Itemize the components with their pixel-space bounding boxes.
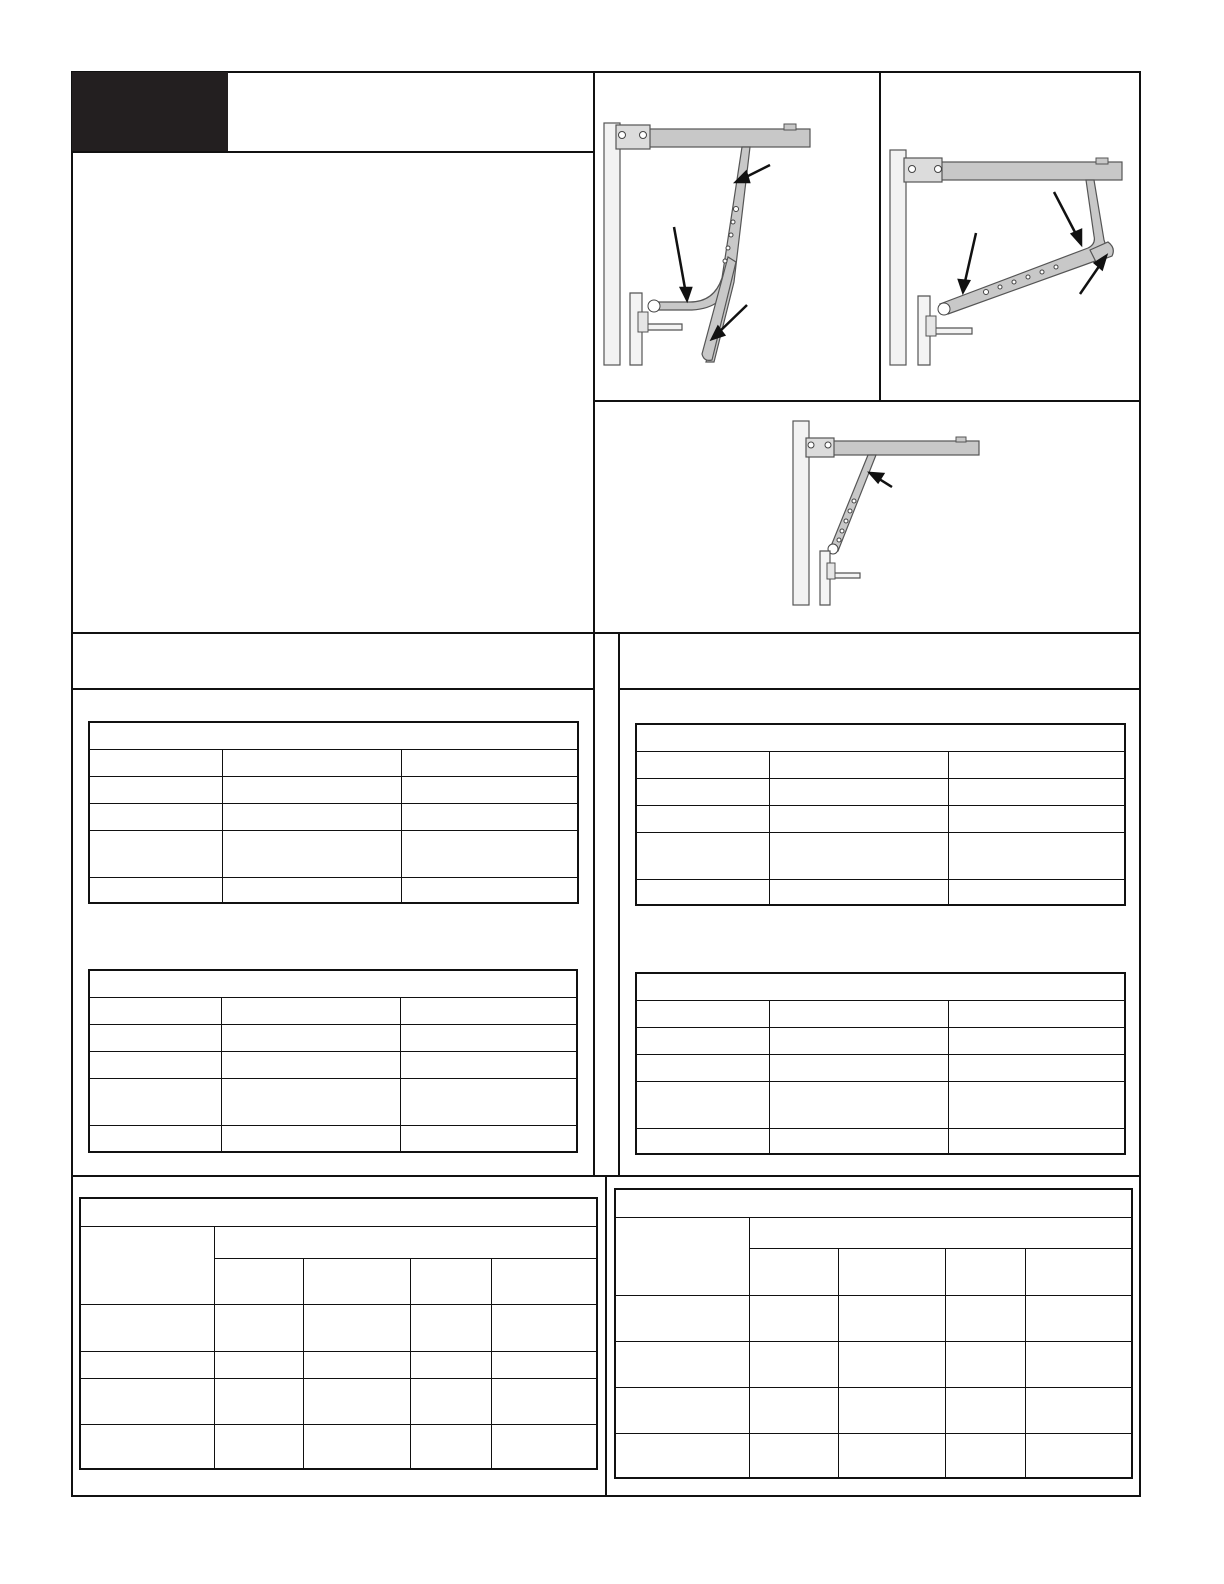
header-divider: [72, 151, 594, 153]
door-bracket: [820, 551, 860, 605]
figure-arm-position-2: [880, 72, 1140, 400]
bottom-divider: [605, 1176, 607, 1496]
table-middle-left-1: [88, 721, 579, 904]
straight-arm-lower: [702, 257, 736, 360]
figure-arm-position-1: [594, 72, 879, 400]
middle-right-header-line: [619, 688, 1140, 690]
table-middle-left-2: [88, 969, 578, 1153]
section-tag-block: [72, 72, 228, 152]
table-bottom-right: [614, 1188, 1133, 1479]
figure-arm-position-3: [594, 401, 1140, 632]
middle-right-divider: [618, 633, 620, 1177]
top-section-bottom: [72, 632, 1140, 634]
wall-rail: [604, 123, 620, 365]
middle-left-header-line: [72, 688, 594, 690]
middle-left-divider: [593, 633, 595, 1177]
table-bottom-left: [79, 1197, 598, 1470]
table-middle-right-2: [635, 972, 1126, 1155]
table-middle-right-1: [635, 723, 1126, 906]
